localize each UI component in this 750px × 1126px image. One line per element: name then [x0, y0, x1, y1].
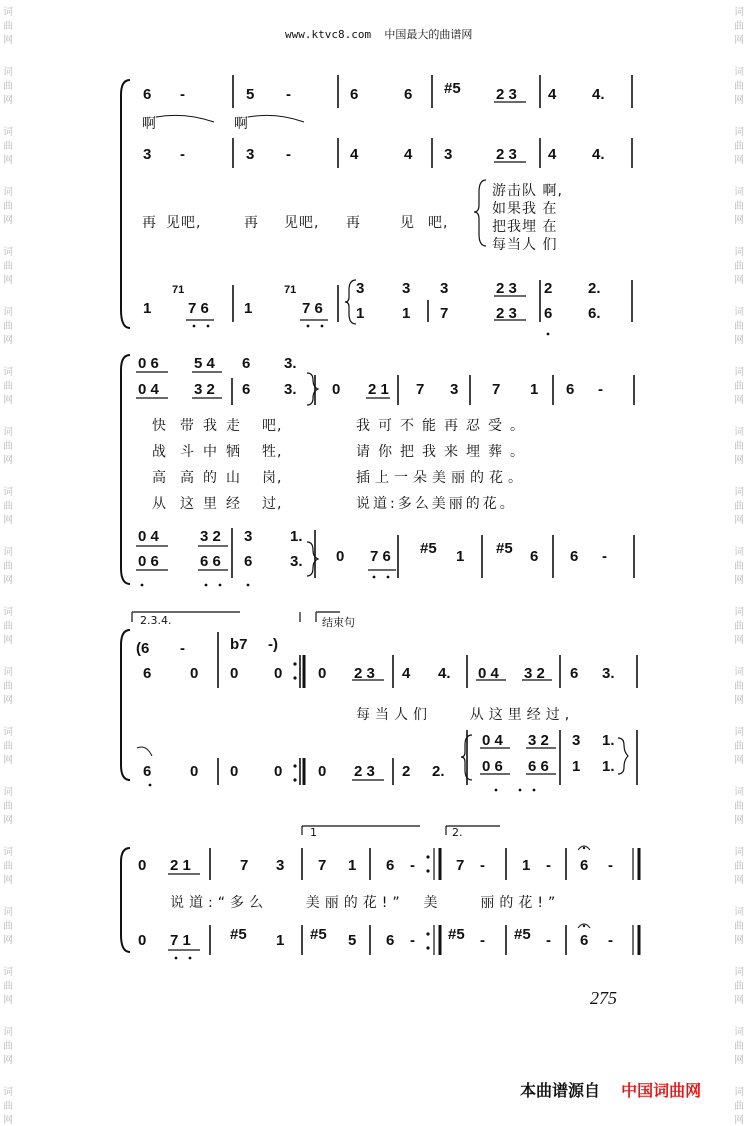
note: 7 [456, 857, 465, 874]
grace-note: 71 [284, 284, 297, 296]
watermark-glyph: 网 [3, 215, 13, 226]
note: 6 [570, 548, 579, 565]
watermark-glyph: 曲 [3, 681, 13, 692]
watermark-glyph: 曲 [3, 81, 13, 92]
ending-label: 结束句 [322, 616, 355, 629]
note: - [180, 640, 185, 657]
note: 2. [588, 280, 601, 297]
lyric: 高 [152, 470, 167, 486]
lyric: 再 [244, 215, 259, 231]
note: 6 [143, 763, 152, 780]
note: 2 [402, 763, 411, 780]
note: 2 3 [354, 665, 375, 682]
watermark-glyph: 网 [734, 155, 744, 166]
note: 3 [572, 732, 581, 749]
watermark-glyph: 词 [3, 847, 13, 858]
watermark-glyph: 词 [3, 1027, 13, 1038]
lyric: 插上一朵美丽的花。 [356, 470, 527, 486]
note: 3. [602, 665, 615, 682]
watermark-glyph: 曲 [734, 501, 744, 512]
lyric: 过, [262, 496, 283, 512]
lyric: 再 [142, 215, 157, 231]
note: - [480, 857, 485, 874]
watermark-glyph: 网 [3, 515, 13, 526]
watermark-glyph: 曲 [734, 681, 744, 692]
watermark-glyph: 网 [3, 755, 13, 766]
note: 0 4 [478, 665, 499, 682]
note: 4 [548, 146, 557, 163]
note: 6 [143, 86, 152, 103]
watermark-glyph: 网 [3, 695, 13, 706]
note: 0 [190, 665, 199, 682]
note: 6 [580, 857, 589, 874]
note: 6 6 [200, 553, 221, 570]
note: - [602, 548, 607, 565]
watermark-glyph: 曲 [3, 21, 13, 32]
note: 0 [318, 665, 327, 682]
watermark-glyph: 词 [734, 247, 744, 258]
watermark-glyph: 曲 [3, 261, 13, 272]
watermark-glyph: 词 [3, 367, 13, 378]
note: 2 3 [496, 280, 517, 297]
note: 3 [444, 146, 453, 163]
note: #5 [420, 540, 437, 557]
lyric: 吧, [262, 418, 283, 434]
lyric: 见吧, [166, 215, 202, 231]
watermark-glyph: 网 [3, 395, 13, 406]
verse-line: 如果我 在 [492, 201, 558, 217]
note: 6 [242, 355, 251, 372]
note: 1 [356, 305, 365, 322]
header-url-text: www.ktvc8.com [285, 28, 372, 41]
lyric: 我可不能再忍受。 [356, 418, 532, 434]
watermark-glyph: 曲 [734, 381, 744, 392]
note: 0 6 [138, 355, 159, 372]
note: - [608, 857, 613, 874]
lyric: 见吧, [284, 215, 320, 231]
note: 3 2 [200, 528, 221, 545]
note: 0 4 [138, 381, 159, 398]
lyric: 见 [400, 215, 415, 231]
source-footer [520, 1078, 701, 1101]
watermark-glyph: 网 [3, 995, 13, 1006]
watermark-glyph: 曲 [3, 621, 13, 632]
note: 3 [143, 146, 152, 163]
watermark-glyph: 网 [734, 395, 744, 406]
watermark-glyph: 网 [734, 95, 744, 106]
note: 7 6 [188, 300, 209, 317]
watermark-glyph: 网 [734, 275, 744, 286]
note: 7 1 [170, 932, 191, 949]
watermark-glyph: 曲 [3, 321, 13, 332]
note: 0 [230, 763, 239, 780]
note: #5 [444, 80, 461, 97]
watermark-glyph: 词 [734, 1087, 744, 1098]
watermark-glyph: 曲 [734, 801, 744, 812]
note: 3 2 [524, 665, 545, 682]
watermark-glyph: 网 [734, 1115, 744, 1126]
note: 1 [530, 381, 539, 398]
note: 0 [274, 665, 283, 682]
watermark-glyph: 网 [734, 995, 744, 1006]
watermark-glyph: 网 [734, 635, 744, 646]
note: - [410, 932, 415, 949]
lyric: 每当人们 从这里经过, [356, 707, 575, 723]
watermark-glyph: 网 [3, 815, 13, 826]
watermark-glyph: 词 [3, 727, 13, 738]
page-number: 275 [590, 988, 617, 1008]
watermark-glyph: 网 [3, 1115, 13, 1126]
watermark-glyph: 词 [3, 67, 13, 78]
lyric: 说道:多么美丽的花。 [356, 496, 517, 512]
watermark-glyph: 网 [734, 815, 744, 826]
source-brand[interactable]: 中国词曲网 [621, 1081, 702, 1100]
verse-line: 游击队 啊, [492, 183, 563, 199]
watermark-glyph: 词 [734, 847, 744, 858]
note: - [410, 857, 415, 874]
note: 1 [522, 857, 531, 874]
note: 6 6 [528, 758, 549, 775]
note: 6 [580, 932, 589, 949]
watermark-glyph: 曲 [3, 381, 13, 392]
watermark-glyph: 词 [3, 967, 13, 978]
note: 4 [402, 665, 411, 682]
watermark-glyph: 曲 [3, 561, 13, 572]
note: 1 [572, 758, 581, 775]
note: #5 [310, 926, 327, 943]
note: 2 1 [170, 857, 191, 874]
watermark-glyph: 曲 [3, 141, 13, 152]
watermark-glyph: 网 [734, 575, 744, 586]
watermark-glyph: 曲 [734, 981, 744, 992]
watermark-glyph: 曲 [734, 921, 744, 932]
note: - [546, 932, 551, 949]
watermark-glyph: 网 [3, 935, 13, 946]
watermark-glyph: 曲 [734, 561, 744, 572]
note: 6 [404, 86, 413, 103]
lyric: 战 [152, 444, 167, 460]
watermark-glyph: 词 [734, 487, 744, 498]
watermark-glyph: 词 [734, 307, 744, 318]
note: 4. [438, 665, 451, 682]
watermark-glyph: 词 [734, 67, 744, 78]
note: 4 [404, 146, 413, 163]
watermark-glyph: 曲 [3, 201, 13, 212]
note: 0 [274, 763, 283, 780]
watermark-glyph: 曲 [3, 501, 13, 512]
watermark-glyph: 词 [3, 907, 13, 918]
watermark-glyph: 词 [3, 247, 13, 258]
note: 2 3 [496, 86, 517, 103]
note: 3 [244, 528, 253, 545]
note: 6 [530, 548, 539, 565]
note: 7 [416, 381, 425, 398]
note: 7 [492, 381, 501, 398]
note: b7 [230, 636, 248, 653]
watermark-glyph: 网 [3, 335, 13, 346]
note: 3. [284, 355, 297, 372]
watermark-glyph: 曲 [734, 201, 744, 212]
note: 0 [318, 763, 327, 780]
note: 3 [246, 146, 255, 163]
note: 2 1 [368, 381, 389, 398]
watermark-glyph: 网 [3, 275, 13, 286]
watermark-glyph: 曲 [734, 141, 744, 152]
watermark-glyph: 曲 [3, 861, 13, 872]
watermark-glyph: 网 [3, 95, 13, 106]
watermark-glyph: 网 [734, 755, 744, 766]
note: 6 [350, 86, 359, 103]
watermark-glyph: 曲 [734, 81, 744, 92]
watermark-glyph: 网 [734, 695, 744, 706]
volta-label: 1 [310, 826, 317, 839]
note: 1 [244, 300, 253, 317]
watermark-glyph: 词 [3, 1087, 13, 1098]
watermark-glyph: 曲 [734, 1041, 744, 1052]
note: -) [268, 636, 278, 653]
lyric: 说道:“多么 美丽的花!” 美 丽的花!” [170, 895, 561, 911]
note: 0 [332, 381, 341, 398]
note: 0 [138, 857, 147, 874]
lyric: 快 [152, 418, 167, 434]
grace-note: 71 [172, 284, 185, 296]
watermark-glyph: 词 [734, 907, 744, 918]
note: 4 [350, 146, 359, 163]
watermark-glyph: 曲 [3, 1101, 13, 1112]
note: 1 [276, 932, 285, 949]
watermark-glyph: 词 [734, 547, 744, 558]
lyric: 从 [152, 496, 167, 512]
volta-label: 2. [452, 826, 463, 839]
watermark-glyph: 词 [734, 427, 744, 438]
note: 0 [336, 548, 345, 565]
note: - [598, 381, 603, 398]
note: 2. [432, 763, 445, 780]
note: 7 6 [302, 300, 323, 317]
note: 5 4 [194, 355, 215, 372]
note: 4 [548, 86, 557, 103]
note: 0 6 [482, 758, 503, 775]
lyric: 啊 [234, 116, 249, 132]
note: 3 [276, 857, 285, 874]
note: 3 [440, 280, 449, 297]
note: 0 [138, 932, 147, 949]
lyric: 岗, [262, 470, 283, 486]
lyric: 牲, [262, 444, 283, 460]
watermark-glyph: 词 [734, 1027, 744, 1038]
watermark-glyph: 词 [3, 307, 13, 318]
note: 2 3 [496, 146, 517, 163]
watermark-glyph: 曲 [734, 321, 744, 332]
note: 1 [348, 857, 357, 874]
note: 3 2 [528, 732, 549, 749]
lyric: 再 [346, 215, 361, 231]
watermark-glyph: 词 [3, 127, 13, 138]
note: 0 4 [482, 732, 503, 749]
watermark-glyph: 网 [3, 875, 13, 886]
note: #5 [496, 540, 513, 557]
note: #5 [230, 926, 247, 943]
watermark-glyph: 网 [3, 155, 13, 166]
watermark-glyph: 词 [3, 487, 13, 498]
note: 6 [242, 381, 251, 398]
watermark-glyph: 网 [3, 455, 13, 466]
watermark-glyph: 词 [734, 127, 744, 138]
header-slogan: 中国最大的曲谱网 [384, 28, 473, 41]
note: 1 [143, 300, 152, 317]
lyric: 斗中牺 [180, 444, 249, 460]
note: 7 [240, 857, 249, 874]
note: - [180, 146, 185, 163]
watermark-glyph: 词 [734, 787, 744, 798]
watermark-glyph: 词 [3, 547, 13, 558]
watermark-glyph: 词 [734, 187, 744, 198]
note: - [546, 857, 551, 874]
note: 0 4 [138, 528, 159, 545]
watermark-glyph: 曲 [3, 741, 13, 752]
watermark-glyph: 曲 [734, 21, 744, 32]
watermark-glyph: 曲 [3, 441, 13, 452]
source-label: 本曲谱源自 [520, 1081, 601, 1100]
verse-line: 把我埋 在 [492, 219, 558, 235]
note: 3. [284, 381, 297, 398]
watermark-glyph: 词 [734, 727, 744, 738]
watermark-glyph: 网 [3, 1055, 13, 1066]
watermark-glyph: 词 [3, 7, 13, 18]
lyric: 啊 [142, 116, 157, 132]
note: 6 [386, 857, 395, 874]
note: - [286, 146, 291, 163]
note: 0 6 [138, 553, 159, 570]
note: 2 3 [496, 305, 517, 322]
note: 3 2 [194, 381, 215, 398]
watermark-glyph: 网 [734, 935, 744, 946]
note: 1 [456, 548, 465, 565]
note: 6 [386, 932, 395, 949]
watermark-glyph: 网 [3, 575, 13, 586]
note: - [480, 932, 485, 949]
note: 0 [230, 665, 239, 682]
note: 1. [290, 528, 303, 545]
watermark-glyph: 网 [734, 455, 744, 466]
watermark-glyph: 曲 [3, 921, 13, 932]
watermark-glyph: 网 [734, 35, 744, 46]
note: 4. [592, 86, 605, 103]
note: 1. [602, 732, 615, 749]
note: 0 [190, 763, 199, 780]
note: - [608, 932, 613, 949]
watermark-glyph: 网 [734, 515, 744, 526]
watermark-glyph: 曲 [734, 261, 744, 272]
note: 2 3 [354, 763, 375, 780]
note: 6 [570, 665, 579, 682]
note: 6 [244, 553, 253, 570]
watermark-glyph: 网 [734, 1055, 744, 1066]
lyric: 吧, [428, 215, 449, 231]
watermark-glyph: 词 [3, 667, 13, 678]
note: 3 [402, 280, 411, 297]
note: - [180, 86, 185, 103]
note: 4. [592, 146, 605, 163]
watermark-glyph: 网 [3, 35, 13, 46]
watermark-glyph: 词 [3, 607, 13, 618]
watermark-glyph: 曲 [734, 741, 744, 752]
note: #5 [448, 926, 465, 943]
watermark-glyph: 词 [3, 187, 13, 198]
watermark-glyph: 网 [734, 335, 744, 346]
lyric: 请你把我来埋葬。 [356, 444, 532, 460]
note: 2 [544, 280, 553, 297]
watermark-glyph: 曲 [734, 861, 744, 872]
watermark-glyph: 词 [734, 367, 744, 378]
note: - [286, 86, 291, 103]
note: 7 6 [370, 548, 391, 565]
watermark-glyph: 曲 [734, 441, 744, 452]
note: 3 [450, 381, 459, 398]
note: 5 [246, 86, 255, 103]
note: 6. [588, 305, 601, 322]
note: 3. [290, 553, 303, 570]
watermark-glyph: 网 [734, 215, 744, 226]
note: 7 [440, 305, 449, 322]
watermark-glyph: 曲 [734, 1101, 744, 1112]
note: 1. [602, 758, 615, 775]
watermark-glyph: 词 [3, 787, 13, 798]
watermark-glyph: 词 [734, 667, 744, 678]
note: (6 [136, 640, 150, 657]
lyric: 这里经 [180, 496, 249, 512]
note: 6 [544, 305, 553, 322]
watermark-glyph: 曲 [3, 801, 13, 812]
watermark-glyph: 词 [734, 607, 744, 618]
watermark-glyph: 词 [734, 967, 744, 978]
lyric: 高的山 [180, 470, 249, 486]
note: 7 [318, 857, 327, 874]
watermark-glyph: 词 [3, 427, 13, 438]
watermark-glyph: 网 [3, 635, 13, 646]
watermark-glyph: 网 [734, 875, 744, 886]
watermark-glyph: 曲 [3, 981, 13, 992]
watermark-glyph: 曲 [3, 1041, 13, 1052]
note: 1 [402, 305, 411, 322]
note: #5 [514, 926, 531, 943]
note: 6 [143, 665, 152, 682]
volta-label: 2.3.4. [140, 614, 172, 627]
lyric: 带我走 [180, 418, 249, 434]
watermark-glyph: 曲 [734, 621, 744, 632]
watermark-glyph: 词 [734, 7, 744, 18]
note: 3 [356, 280, 365, 297]
verse-line: 每当人 们 [492, 237, 558, 253]
note: 5 [348, 932, 357, 949]
note: 6 [566, 381, 575, 398]
